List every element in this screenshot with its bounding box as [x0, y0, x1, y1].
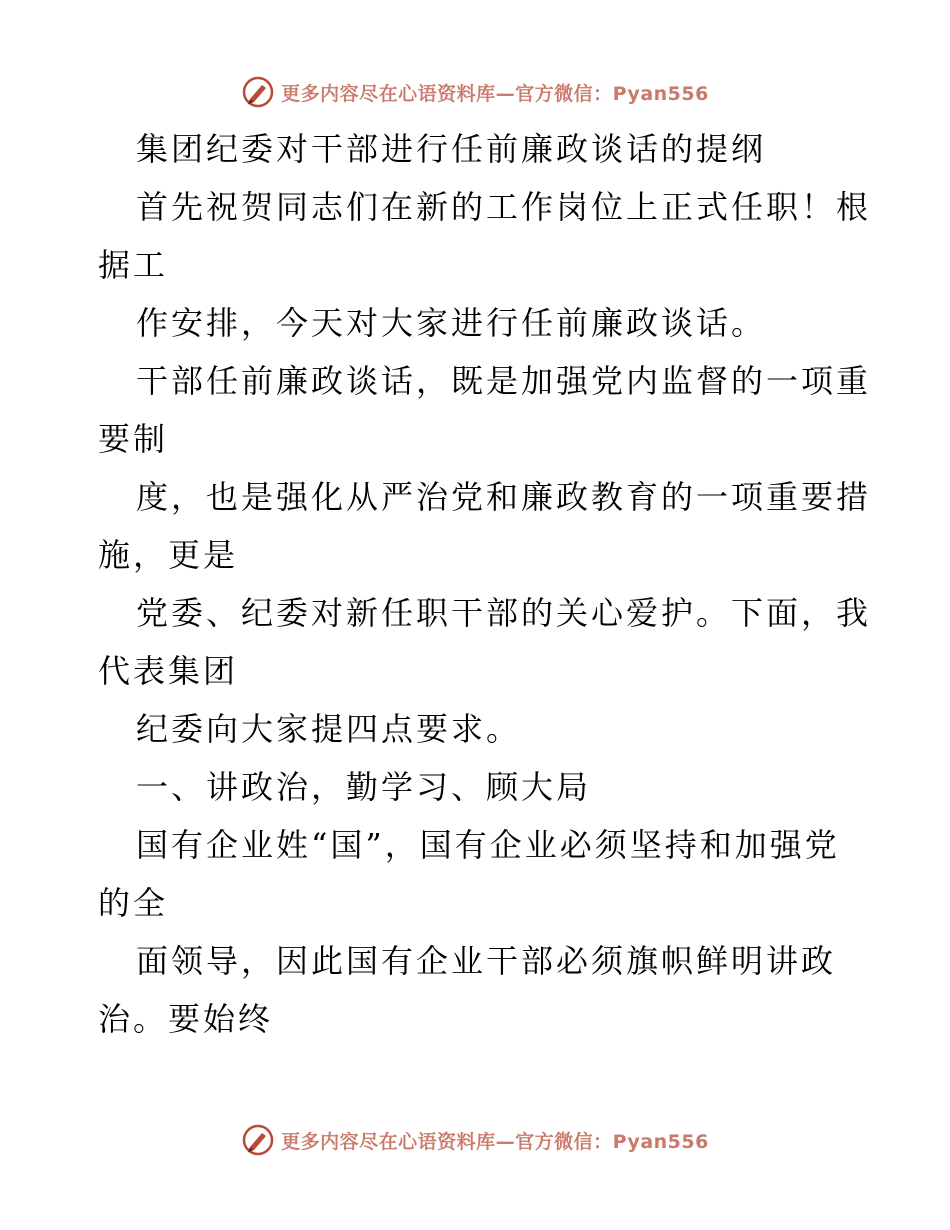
document-body	[98, 120, 872, 1048]
watermark-text: 更多内容尽在心语资料库—官方微信：Pyan556	[281, 1130, 709, 1153]
doc-line: 治。要始终	[98, 1000, 274, 1038]
watermark-text: 更多内容尽在心语资料库—官方微信：Pyan556	[281, 82, 709, 105]
pen-logo-icon	[241, 1123, 275, 1157]
doc-line: 要制	[98, 420, 169, 458]
doc-line: 干部任前廉政谈话，既是加强党内监督的一项重	[136, 362, 872, 400]
pen-logo-icon	[241, 75, 275, 109]
doc-line: 的全	[98, 884, 169, 922]
footer-watermark	[0, 1120, 950, 1160]
doc-line: 首先祝贺同志们在新的工作岗位上正式任职！根	[136, 188, 872, 226]
doc-line: 度，也是强化从严治党和廉政教育的一项重要措	[136, 478, 872, 516]
doc-line: 面领导，因此国有企业干部必须旗帜鲜明讲政	[136, 942, 837, 980]
doc-line: 代表集团	[98, 652, 239, 690]
doc-line: 党委、纪委对新任职干部的关心爱护。下面，我	[136, 594, 872, 632]
doc-line: 施，更是	[98, 536, 239, 574]
doc-line: 据工	[98, 246, 169, 284]
doc-line: 纪委向大家提四点要求。	[136, 710, 522, 748]
header-watermark	[0, 72, 950, 112]
doc-line: 国有企业姓“国”，国有企业必须坚持和加强党	[136, 826, 840, 864]
doc-line-title: 集团纪委对干部进行任前廉政谈话的提纲	[136, 130, 767, 168]
doc-line-heading: 一、讲政治，勤学习、顾大局	[136, 768, 592, 806]
doc-line: 作安排，今天对大家进行任前廉政谈话。	[136, 304, 767, 342]
